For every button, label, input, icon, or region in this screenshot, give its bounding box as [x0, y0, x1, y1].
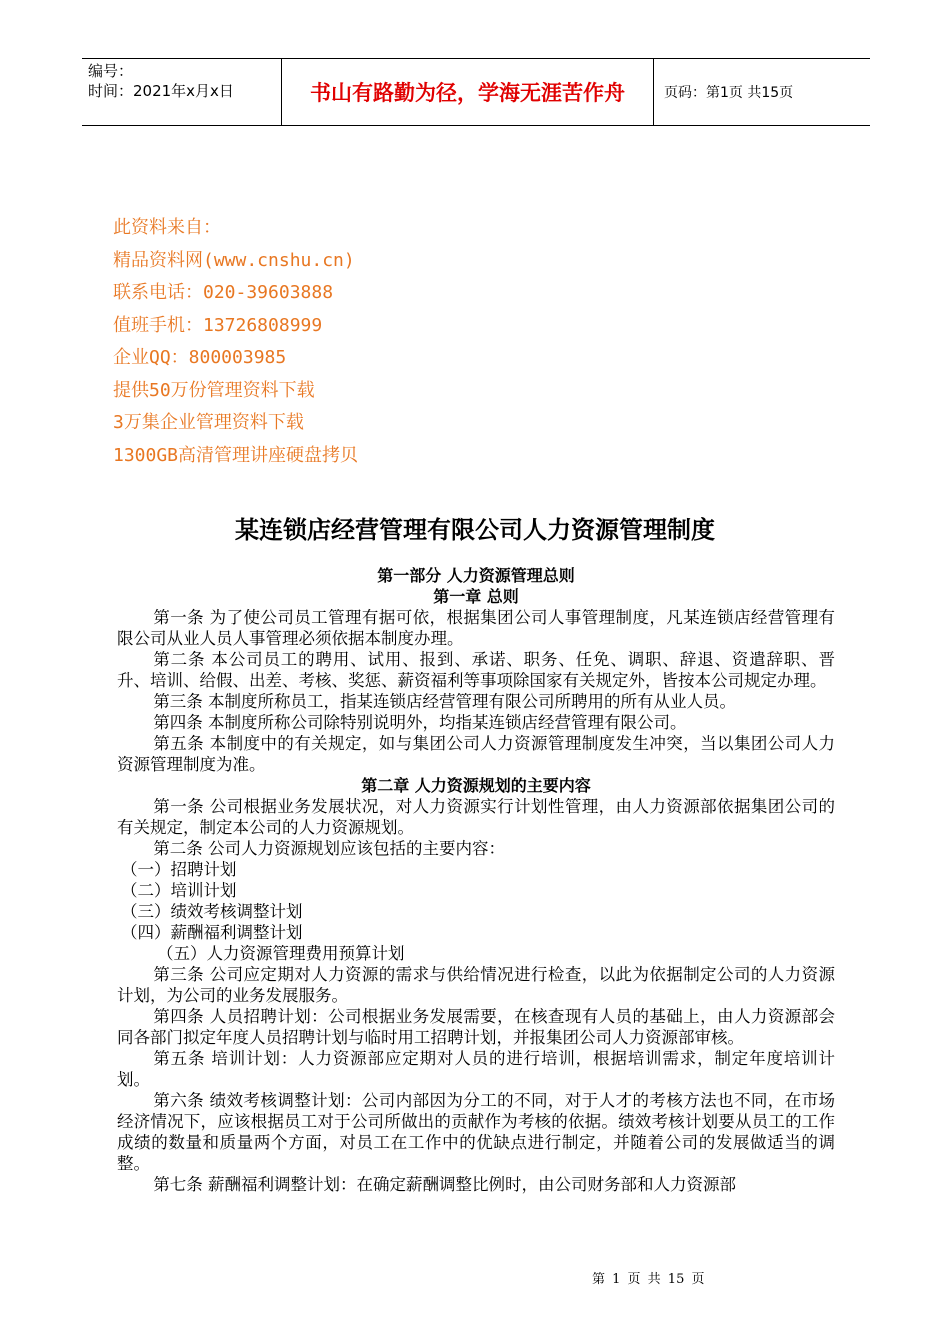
- chapter-heading: 第一章 总则: [433, 587, 519, 606]
- article: 第一条 公司根据业务发展状况，对人力资源实行计划性管理，由人力资源部依据集团公司的有关规定，制定本公司的人力资源规划。: [117, 797, 835, 837]
- article: 第三条 公司应定期对人力资源的需求与供给情况进行检查，以此为依据制定公司的人力资源计划，为公司的业务发展服务。: [117, 965, 835, 1005]
- list-item: （五）人力资源管理费用预算计划: [157, 944, 405, 963]
- ad-line: 企业QQ：800003985: [113, 347, 287, 368]
- ad-line: 值班手机：13726808999: [113, 314, 323, 336]
- article: 第五条 本制度中的有关规定，如与集团公司人力资源管理制度发生冲突，当以集团公司人力资源管理制度为准。: [117, 734, 835, 774]
- article: 第二条 本公司员工的聘用、试用、报到、承诺、职务、任免、调职、辞退、资遣辞职、晋升、培训、给假、出差、考核、奖惩、薪资福利等事项除国家有关规定外，皆按本公司规定办理。: [117, 650, 835, 690]
- header-page-info: 页码：第1页 共15页: [664, 85, 794, 101]
- article: 第五条 培训计划：人力资源部应定期对人员的进行培训，根据培训需求，制定年度培训计划。: [117, 1049, 835, 1089]
- article: 第四条 人员招聘计划：公司根据业务发展需要，在核查现有人员的基础上，由人力资源部会同各部门拟定年度人员招聘计划与临时用工招聘计划，并报集团公司人力资源部审核。: [117, 1007, 835, 1047]
- header-meta-cell: [82, 59, 282, 125]
- part-heading: 第一部分 人力资源管理总则: [377, 566, 575, 585]
- list-item: （二）培训计划: [121, 881, 237, 900]
- ad-line: 此资料来自：: [113, 217, 221, 238]
- time-label: 时间：2021年x月x日: [88, 82, 234, 100]
- article: 第七条 薪酬福利调整计划：在确定薪酬调整比例时，由公司财务部和人力资源部: [153, 1175, 737, 1194]
- document-title: 某连锁店经营管理有限公司人力资源管理制度: [235, 516, 715, 544]
- ad-line: 联系电话：020-39603888: [113, 282, 334, 303]
- chapter-heading: 第二章 人力资源规划的主要内容: [361, 776, 591, 795]
- article: 第六条 绩效考核调整计划：公司内部因为分工的不同，对于人才的考核方法也不同，在市场经济情况下，应该根据员工对于公司所做出的贡献作为考核的依据。绩效考核计划要从员工的工作成绩的数量和质量两个方面，对员工在工作中的优缺点进行制定，并随着公司的发展做适当的调整。: [117, 1091, 835, 1173]
- ad-line: 提供50万份管理资料下载: [113, 379, 315, 401]
- source-ad-block: [113, 212, 713, 472]
- article: 第二条 公司人力资源规划应该包括的主要内容：: [153, 839, 506, 858]
- number-label: 编号：: [88, 62, 134, 80]
- list-item: （三）绩效考核调整计划: [121, 902, 303, 921]
- article: 第一条 为了使公司员工管理有据可依，根据集团公司人事管理制度，凡某连锁店经营管理有限公司从业人员人事管理必须依据本制度办理。: [117, 608, 835, 648]
- page-footer: 第 1 页 共 15 页: [592, 1272, 705, 1287]
- header-motto: 书山有路勤为径，学海无涯苦作舟: [282, 59, 654, 125]
- list-item: （四）薪酬福利调整计划: [121, 923, 303, 942]
- document-body: [117, 565, 835, 1195]
- article: 第三条 本制度所称员工，指某连锁店经营管理有限公司所聘用的所有从业人员。: [153, 692, 737, 711]
- article: 第四条 本制度所称公司除特别说明外，均指某连锁店经营管理有限公司。: [153, 713, 687, 732]
- ad-line: 3万集企业管理资料下载: [113, 412, 304, 433]
- page-header: [82, 58, 870, 126]
- ad-line: 精品资料网(www.cnshu.cn): [113, 249, 355, 271]
- ad-line: 1300GB高清管理讲座硬盘拷贝: [113, 444, 359, 466]
- list-item: （一）招聘计划: [121, 860, 237, 879]
